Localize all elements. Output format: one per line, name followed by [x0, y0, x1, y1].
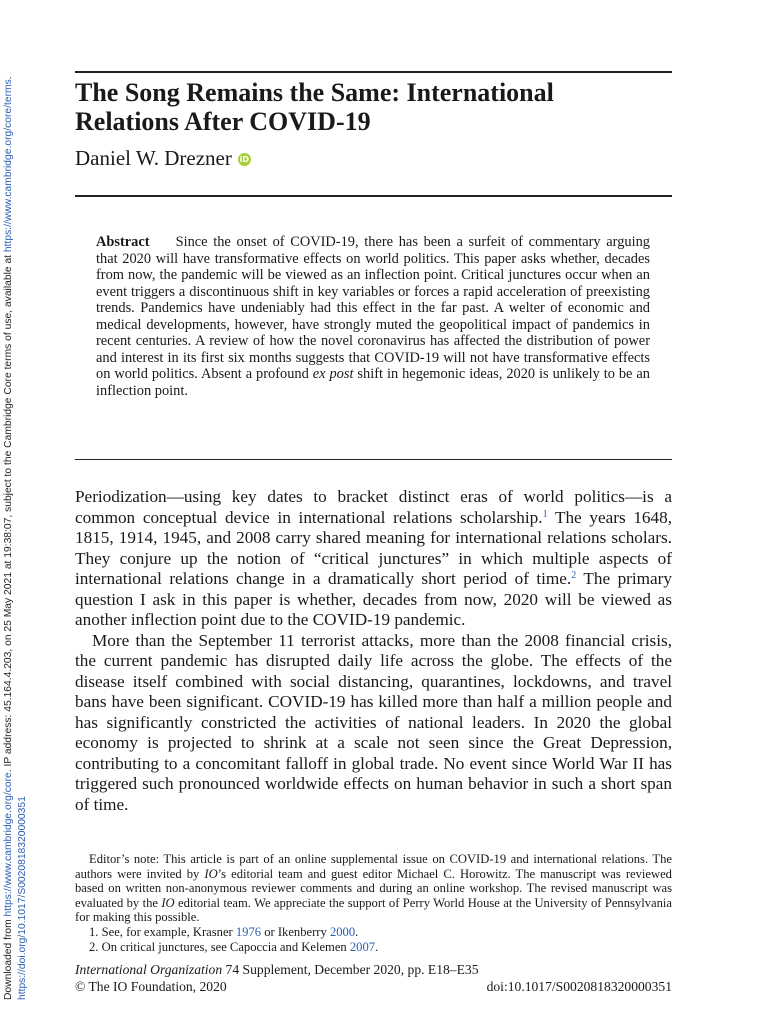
author-line	[75, 145, 251, 171]
footer-journal-row	[75, 962, 672, 979]
author-name: Daniel W. Drezner	[75, 146, 232, 170]
editors-note: Editor’s note: This article is part of an online supplemental issue on COVID-19 and international relations. The authors were invited by IO’s editorial team and guest editor Michael C. Horowitz. The manuscript was reviewed based on written non-anonymous reviewer comments and during an online workshop. The revised manuscript was evaluated by the IO editorial team. We appreciate the support of Perry World House at the University of Pennsylvania for making this possible.	[75, 852, 672, 925]
orcid-icon[interactable]: iD	[239, 154, 250, 164]
footnote-ref-1[interactable]: 1	[542, 508, 548, 520]
header-rule	[75, 195, 672, 197]
citation-link-2007[interactable]: 2007	[349, 939, 376, 954]
footnote-2: 2. On critical junctures, see Capoccia and Kelemen 2007.	[89, 939, 379, 954]
abstract-italic: ex post	[312, 366, 354, 382]
page-footer	[75, 962, 672, 995]
paragraph-2: More than the September 11 terrorist attacks, more than the 2008 financial crisis, the current pandemic has disrupted daily life across the globe. The effects of the disease itself combined with social distancing, quarantines, lockdowns, and travel bans have been significant. COVID-19 has killed more than half a million people and has significantly constricted the activities of national leaders. In 2020 the global economy is projected to shrink at a scale not seen since the Great Depression, contributing to a concomitant falloff in global trade. No event since World War II has triggered such pronounced worldwide effects on human behavior in such a short span of time.	[75, 630, 672, 814]
abstract-text-end: shift in hegemonic ideas, 2020 is unlikely to be an inflection point.	[96, 366, 650, 399]
top-rule	[75, 71, 672, 73]
footer-doi: doi:10.1017/S0020818320000351	[486, 978, 672, 994]
terms-link[interactable]: https://www.cambridge.org/core/terms	[3, 79, 14, 253]
abstract-rule	[75, 459, 672, 460]
citation-link-2000[interactable]: 2000	[329, 924, 356, 939]
cambridge-core-link[interactable]: https://www.cambridge.org/core	[3, 772, 14, 917]
download-stamp-line2	[16, 80, 30, 1000]
doi-link[interactable]: https://doi.org/10.1017/S0020818320000351	[16, 796, 28, 1000]
title-line-1: The Song Remains the Same: International	[75, 78, 554, 107]
footer-copyright-row	[75, 979, 672, 996]
footnote-1: 1. See, for example, Krasner 1976 or Ikenberry 2000.	[89, 924, 359, 939]
journal-citation: International Organization 74 Supplement, December 2020, pp. E18–E35	[75, 962, 479, 977]
article-title	[75, 78, 672, 136]
abstract	[96, 234, 650, 399]
footnote-ref-2[interactable]: 2	[571, 570, 577, 581]
notes	[75, 852, 672, 954]
download-stamp	[2, 76, 32, 1000]
body-text	[75, 487, 672, 815]
citation-link-1976[interactable]: 1976	[235, 924, 262, 939]
abstract-label: Abstract	[96, 234, 150, 250]
download-stamp-line1: Downloaded from https://www.cambridge.org/core. IP address: 45.164.4.203, on 25 May 2021 at 19:38:07, subject to the Cambridge Core terms of use, available at https://www.cambridge.org/core/terms.	[3, 76, 14, 1000]
abstract-text: Since the onset of COVID-19, there has been a surfeit of commentary arguing that 2020 will have transformative effects on world politics. This paper asks whether, decades from now, the pandemic will be viewed as an inflection point. Critical junctures occur when an event triggers a discontinuous shift in key variables or forces a rapid acceleration of preexisting trends. Pandemics have undeniably had this effect in the far past. A welter of economic and medical developments, however, have strongly muted the geopolitical impact of pandemics in recent centuries. A review of how the novel coronavirus has affected the distribution of power and interest in its first six months suggests that COVID-19 will not have transformative effects on world politics. Absent a profound	[96, 234, 650, 382]
paragraph-1: Periodization—using key dates to bracket distinct eras of world politics—is a common conceptual device in international relations scholarship.$^1$ The years 1648, 1815, 1914, 1945, and 2008 carry shared meaning for international relations scholars. They conjure up the notion of “critical junctures” in which multiple aspects of international relations change in a dramatically short period of time.$^2$ The primary question I ask in this paper is whether, decades from now, 2020 will be viewed as another inflection point due to the COVID-19 pandemic.	[75, 487, 672, 629]
copyright: © The IO Foundation, 2020	[75, 978, 227, 994]
title-line-2: Relations After COVID-19	[75, 107, 371, 136]
